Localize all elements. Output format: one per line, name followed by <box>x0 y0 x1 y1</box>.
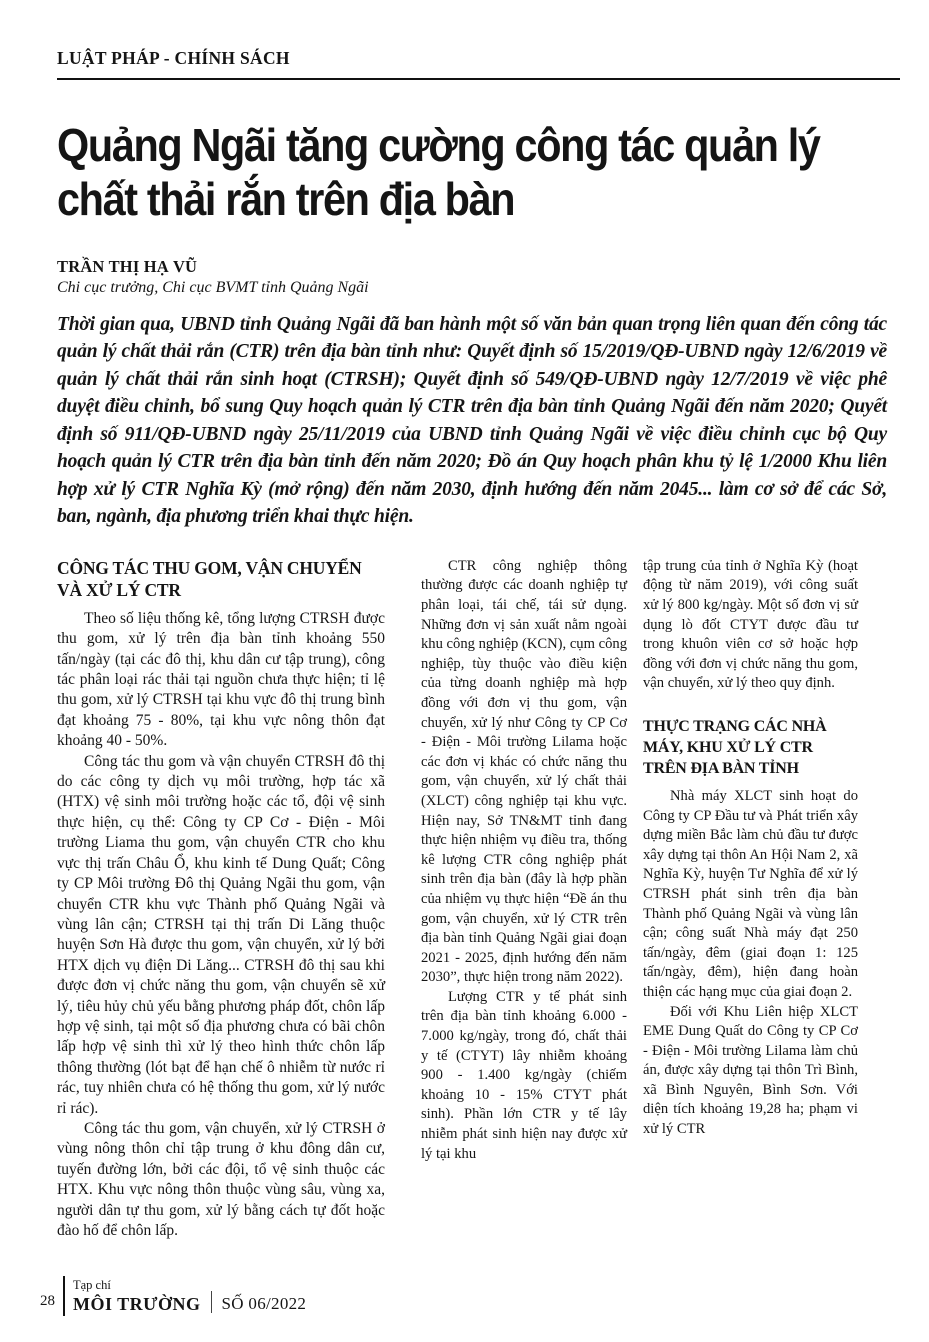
column-2 <box>421 557 627 1305</box>
body-paragraph: Công tác thu gom và vận chuyển CTRSH đô thị do các công ty dịch vụ môi trường, hợp tác xã (HTX) vệ sinh môi trường hoặc các tổ, đội vệ sinh thực hiện, cụ thể: Công ty CP Cơ - Điện - Môi trường Liama thu gom, vận chuyển CTR cho khu vực thị trấn Châu Ổ, khu kinh tế Dung Quất; Công ty CP Môi trường Đô thị Quảng Ngãi thu gom, vận chuyển CTR khu vực Thành phố Quảng Ngãi và vùng lân cận; CTRSH tại thị trấn Di Lăng thuộc huyện Sơn Hà được thu gom, vận chuyển, xử lý bởi HTX dịch vụ điện Di Lăng... CTRSH đô thị sau khi được đơn vị chức năng thu gom, vận chuyển sẽ xử lý, tiêu hủy chủ yếu bằng phương pháp đốt, chôn lấp hợp vệ sinh, tại một số địa phương chưa có bãi chôn lấp hợp vệ sinh thì xử lý theo hình thức chôn lấp thông thường (lót bạt để hạn chế ô nhiễm từ nước rỉ rác, tuy nhiên chưa có hệ thống thu gom, xử lý nước rỉ rác). <box>57 752 385 1117</box>
body-paragraph: CTR công nghiệp thông thường được các doanh nghiệp tự phân loại, tái chế, tái sử dụng. Những đơn vị sản xuất nằm ngoài khu công nghiệp (KCN), cụm công nghiệp, tùy thuộc vào điều kiện của từng doanh nghiệp mà hợp đồng với đơn vị thu gom, vận chuyển, xử lý như Công ty CP Cơ - Điện - Môi trường Lilama hoặc các đơn vị khác có chức năng thu gom, vận chuyển, xử lý chất thải (XLCT) công nghiệp tại khu vực. Hiện nay, Sở TN&MT tỉnh đang thực hiện nhiệm vụ điều tra, thống kê lượng CTR công nghiệp phát sinh trên địa bàn (đây là hợp phần của nhiệm vụ thực hiện “Đề án thu gom, vận chuyển, xử lý CTR trên địa bàn tỉnh Quảng Ngãi giai đoạn 2021 - 2025, định hướng đến năm 2030”, thực hiện trong năm 2022). <box>421 557 627 986</box>
body-paragraph: Theo số liệu thống kê, tổng lượng CTRSH được thu gom, xử lý trên địa bàn tỉnh khoảng 550 tấn/ngày (tại các đô thị, khu dân cư tập trung), công tác phân loại rác thải tại nguồn chưa thực hiện; tỉ lệ thu gom, xử lý CTRSH tại khu vực đô thị trung bình đạt khoảng 75 - 80%, tại khu vực nông thôn đạt khoảng 40 - 50%. <box>57 609 385 750</box>
magazine-stack <box>73 1279 201 1313</box>
body-paragraph: Lượng CTR y tế phát sinh trên địa bàn tỉnh khoảng 6.000 - 7.000 kg/ngày, trong đó, chất thải y tế (CTYT) lây nhiễm khoảng 900 - 1.400 kg/ngày (chiếm khoảng 10 - 15% CTYT phát sinh). Phần lớn CTR y tế lây nhiễm phát sinh hiện nay được xử lý tại khu <box>421 988 627 1162</box>
body-paragraph: Nhà máy XLCT sinh hoạt do Công ty CP Đầu tư và Phát triển xây dựng miền Bắc làm chủ đầu tư được xây dựng tại thôn An Hội Nam 2, xã Nghĩa Kỳ, huyện Tư Nghĩa để xử lý CTRSH phát sinh trên địa bàn Thành phố Quảng Ngãi và vùng lân cận; công suất Nhà máy đạt 250 tấn/ngày, đêm (giai đoạn 1: 125 tấn/ngày, đêm), hiện đang hoàn thiện các hạng mục của giai đoạn 2. <box>643 787 858 1000</box>
column-3 <box>643 557 858 1305</box>
issue-divider <box>211 1291 212 1313</box>
author-name: TRẦN THỊ HẠ VŨ <box>57 256 198 276</box>
page-footer <box>40 1276 306 1316</box>
page-number: 28 <box>40 1293 55 1309</box>
article-body <box>57 557 872 1305</box>
author-role: Chi cục trưởng, Chi cục BVMT tỉnh Quảng Ngãi <box>57 278 369 296</box>
section-2-heading: THỰC TRẠNG CÁC NHÀ MÁY, KHU XỬ LÝ CTR TRÊN ĐỊA BÀN TỈNH <box>643 717 827 777</box>
author-block <box>57 257 872 297</box>
section-kicker: LUẬT PHÁP - CHÍNH SÁCH <box>57 48 900 80</box>
column-1 <box>57 557 385 1305</box>
issue-label: SỐ 06/2022 <box>221 1294 307 1313</box>
body-paragraph-continuation: tập trung của tỉnh ở Nghĩa Kỳ (hoạt động từ năm 2019), với công suất xử lý 800 kg/ngày. Một số đơn vị sử dụng lò đốt CTYT được đầu tư trong khuôn viên cơ sở hoặc hợp đồng với đơn vị chức năng thu gom, vận chuyển, xử lý theo quy định. <box>643 557 858 692</box>
article-title: Quảng Ngãi tăng cường công tác quản lý chất thải rắn trên địa bàn <box>57 119 820 225</box>
footer-divider <box>63 1276 65 1316</box>
section-1-heading: CÔNG TÁC THU GOM, VẬN CHUYỂN VÀ XỬ LÝ CTR <box>57 557 362 600</box>
magazine-name: MÔI TRƯỜNG <box>73 1293 201 1314</box>
body-paragraph: Công tác thu gom, vận chuyển, xử lý CTRSH ở vùng nông thôn chỉ tập trung ở khu đông dân cư, tuyến đường lớn, bởi các đội, tổ vệ sinh thuộc các HTX. Khu vực nông thôn thuộc vùng sâu, vùng xa, người dân tự thu gom, xử lý bằng cách tự đốt hoặc đào hố để chôn lấp. <box>57 1119 385 1239</box>
lead-paragraph: Thời gian qua, UBND tỉnh Quảng Ngãi đã ban hành một số văn bản quan trọng liên quan đến công tác quản lý chất thải rắn (CTR) trên địa bàn tỉnh như: Quyết định số 15/2019/QĐ-UBND ngày 12/6/2019 về quản lý chất thải rắn sinh hoạt (CTRSH); Quyết định số 549/QĐ-UBND ngày 12/7/2019 về việc phê duyệt điều chỉnh, bổ sung Quy hoạch quản lý CTR trên địa bàn tỉnh Quảng Ngãi đến năm 2020; Quyết định số 911/QĐ-UBND ngày 25/11/2019 của UBND tỉnh Quảng Ngãi về việc điều chỉnh cục bộ Quy hoạch quản lý CTR trên địa bàn tỉnh đến năm 2020; Đồ án Quy hoạch phân khu tỷ lệ 1/2000 Khu liên hợp xử lý CTR Nghĩa Kỳ (mở rộng) đến năm 2030, định hướng đến năm 2045... làm cơ sở để các Sở, ban, ngành, địa phương triển khai thực hiện. <box>57 313 887 528</box>
body-paragraph: Đối với Khu Liên hiệp XLCT EME Dung Quất do Công ty CP Cơ - Điện - Môi trường Lilama làm chủ án, được xây dựng tại thôn Trì Bình, xã Bình Nguyên, Bình Sơn. Với diện tích khoảng 19,28 ha; phạm vi xử lý CTR <box>643 1003 858 1138</box>
magazine-label: Tạp chí <box>73 1278 111 1293</box>
